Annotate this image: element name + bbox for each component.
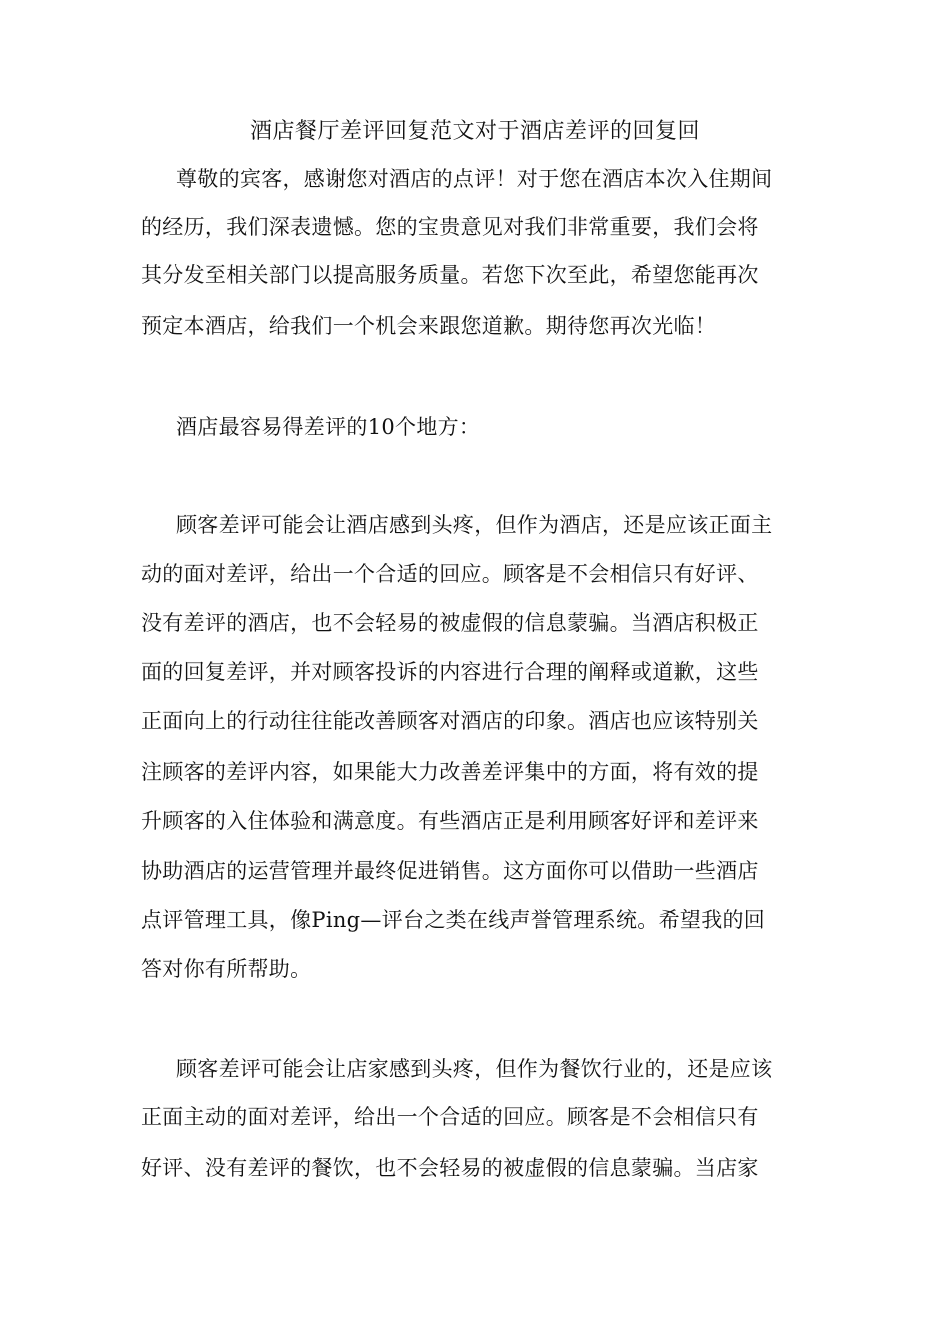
paragraph-1-line-1: 尊敬的宾客，感谢您对酒店的点评！对于您在酒店本次入住期间 [176, 167, 773, 191]
paragraph-1-line-2: 的经历，我们深表遗憾。您的宝贵意见对我们非常重要，我们会将 [141, 215, 759, 239]
paragraph-1-line-4: 预定本酒店，给我们一个机会来跟您道歉。期待您再次光临！ [141, 314, 717, 338]
paragraph-3-line-5: 正面向上的行动往往能改善顾客对酒店的印象。酒店也应该特别关 [141, 709, 759, 733]
paragraph-4-line-3: 好评、没有差评的餐饮，也不会轻易的被虚假的信息蒙骗。当店家 [141, 1156, 759, 1180]
paragraph-4-line-1: 顾客差评可能会让店家感到头疼，但作为餐饮行业的，还是应该 [176, 1057, 773, 1081]
paragraph-3-line-4: 面的回复差评，并对顾客投诉的内容进行合理的阐释或道歉，这些 [141, 660, 759, 684]
paragraph-1-line-3: 其分发至相关部门以提高服务质量。若您下次至此，希望您能再次 [141, 263, 759, 287]
paragraph-3-line-6: 注顾客的差评内容，如果能大力改善差评集中的方面，将有效的提 [141, 760, 759, 784]
paragraph-3-line-1: 顾客差评可能会让酒店感到头疼，但作为酒店，还是应该正面主 [176, 513, 773, 537]
paragraph-3-line-7: 升顾客的入住体验和满意度。有些酒店正是利用顾客好评和差评来 [141, 809, 759, 833]
paragraph-4-line-2: 正面主动的面对差评，给出一个合适的回应。顾客是不会相信只有 [141, 1105, 759, 1129]
paragraph-3-line-9: 点评管理工具，像Ping—评台之类在线声誉管理系统。希望我的回 [141, 908, 766, 932]
document-title: 酒店餐厅差评回复范文对于酒店差评的回复回 [249, 119, 700, 144]
paragraph-2-line-1: 酒店最容易得差评的10个地方： [176, 415, 481, 439]
paragraph-3-line-10: 答对你有所帮助。 [141, 957, 312, 981]
paragraph-3-line-3: 没有差评的酒店，也不会轻易的被虚假的信息蒙骗。当酒店积极正 [141, 611, 759, 635]
paragraph-3-line-8: 协助酒店的运营管理并最终促进销售。这方面你可以借助一些酒店 [141, 859, 759, 883]
paragraph-3-line-2: 动的面对差评，给出一个合适的回应。顾客是不会相信只有好评、 [141, 562, 759, 586]
